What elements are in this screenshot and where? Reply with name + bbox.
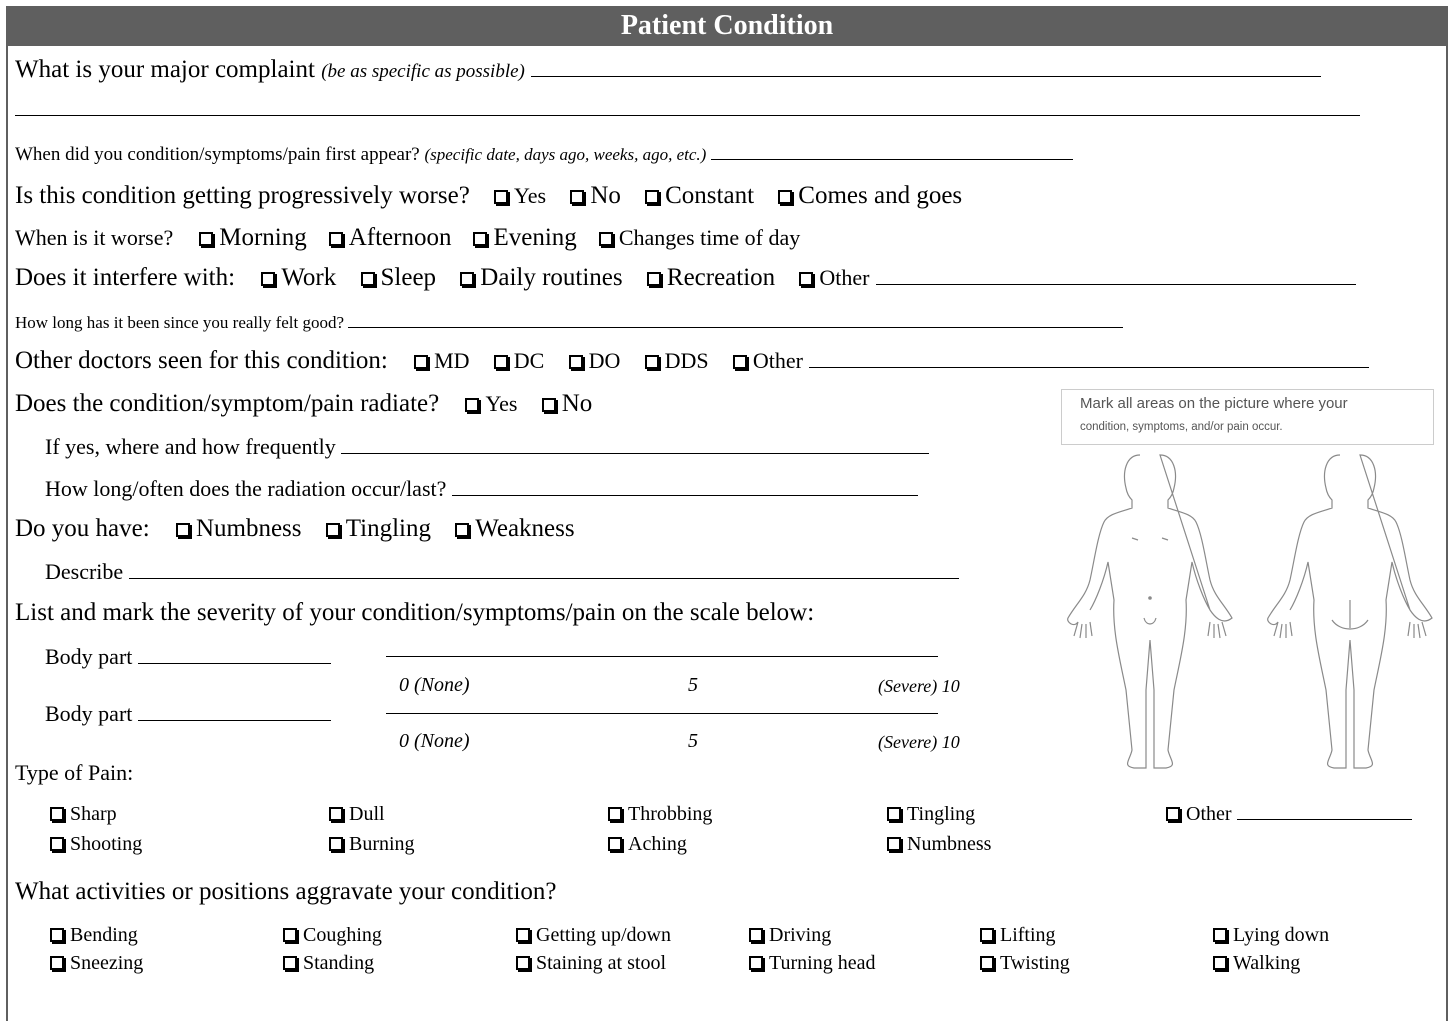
progression-constant-checkbox[interactable]: Constant (645, 182, 754, 209)
scale-max-label-2: (Severe) 10 (878, 732, 960, 752)
onset-label: When did you condition/symptoms/pain first appear? (15, 144, 420, 165)
activity-lifting-checkbox[interactable]: Lifting (980, 924, 1056, 947)
felt-good-row (15, 313, 1123, 333)
radiate-label: Does the condition/symptom/pain radiate? (15, 390, 440, 417)
radiate-duration-row (45, 476, 918, 502)
symptoms-row (15, 515, 575, 543)
progression-label: Is this condition getting progressively worse? (15, 182, 470, 209)
activity-standing-checkbox[interactable]: Standing (283, 952, 374, 975)
radiate-where-field[interactable] (341, 452, 929, 454)
worse-afternoon-checkbox[interactable]: Afternoon (329, 224, 452, 251)
other-doctors-label: Other doctors seen for this condition: (15, 347, 388, 374)
pain-shooting-checkbox[interactable]: Shooting (50, 833, 142, 856)
pain-other-field[interactable] (1237, 818, 1412, 820)
radiate-row (15, 390, 592, 418)
pain-type-label: Type of Pain: (15, 760, 134, 785)
major-complaint-field[interactable] (531, 75, 1321, 77)
severity-scale-line-1[interactable] (386, 655, 938, 657)
body-back-figure[interactable] (1268, 455, 1432, 768)
activities-label: What activities or positions aggravate your condition? (15, 878, 557, 905)
describe-field[interactable] (129, 577, 959, 579)
body-part-label-1: Body part (45, 644, 133, 669)
body-diagram-instructions (1061, 389, 1434, 445)
interfere-sleep-checkbox[interactable]: Sleep (361, 264, 437, 291)
activity-getting-up-checkbox[interactable]: Getting up/down (516, 924, 671, 947)
weakness-checkbox[interactable]: Weakness (455, 515, 574, 542)
scale-mid-label-2: 5 (688, 730, 698, 752)
activity-coughing-checkbox[interactable]: Coughing (283, 924, 382, 947)
progression-yes-checkbox[interactable]: Yes (494, 182, 546, 209)
tingling-checkbox[interactable]: Tingling (326, 515, 431, 542)
instruction-line-2: condition, symptoms, and/or pain occur. (1080, 421, 1283, 433)
major-complaint-row-2 (15, 103, 1360, 121)
severity-scale-1[interactable] (386, 644, 938, 662)
activity-bending-checkbox[interactable]: Bending (50, 924, 138, 947)
pain-sharp-checkbox[interactable]: Sharp (50, 803, 117, 826)
severity-scale-2[interactable] (386, 701, 938, 719)
radiate-duration-label: How long/often does the radiation occur/last? (45, 476, 447, 501)
other-doctors-row (15, 347, 1369, 375)
major-complaint-row (15, 56, 1321, 84)
worse-changes-checkbox[interactable]: Changes time of day (599, 225, 800, 250)
progression-comes-goes-checkbox[interactable]: Comes and goes (778, 182, 962, 209)
interfere-other-checkbox[interactable]: Other (799, 265, 869, 290)
doctor-do-checkbox[interactable]: DO (569, 348, 621, 373)
worse-time-label: When is it worse? (15, 225, 174, 250)
onset-hint: (specific date, days ago, weeks, ago, etc.) (424, 145, 707, 164)
radiate-where-label: If yes, where and how frequently (45, 434, 336, 459)
interfere-other-field[interactable] (876, 283, 1356, 285)
pain-tingling-checkbox[interactable]: Tingling (887, 803, 975, 826)
activity-straining-checkbox[interactable]: Staining at stool (516, 952, 666, 975)
onset-row (15, 144, 1073, 166)
doctor-dc-checkbox[interactable]: DC (494, 348, 545, 373)
pain-other-checkbox[interactable]: Other (1166, 803, 1412, 826)
pain-burning-checkbox[interactable]: Burning (329, 833, 415, 856)
body-diagram[interactable] (1060, 450, 1440, 780)
doctor-md-checkbox[interactable]: MD (414, 348, 469, 373)
body-part-field-1[interactable] (138, 662, 331, 664)
progression-row (15, 182, 962, 210)
scale-mid-label-1: 5 (688, 674, 698, 696)
symptoms-label: Do you have: (15, 515, 150, 542)
doctor-other-checkbox[interactable]: Other (733, 348, 803, 373)
radiate-where-row (45, 434, 929, 460)
interfere-daily-checkbox[interactable]: Daily routines (460, 264, 622, 291)
scale-max-label-1: (Severe) 10 (878, 676, 960, 696)
activity-walking-checkbox[interactable]: Walking (1213, 952, 1300, 975)
body-part-row-2 (45, 701, 331, 727)
doctor-dds-checkbox[interactable]: DDS (645, 348, 709, 373)
felt-good-field[interactable] (348, 326, 1123, 328)
page-title: Patient Condition (6, 6, 1448, 46)
major-complaint-label: What is your major complaint (15, 56, 315, 83)
describe-row (45, 559, 959, 585)
body-part-field-2[interactable] (138, 719, 331, 721)
radiate-no-checkbox[interactable]: No (542, 390, 593, 417)
activity-turning-head-checkbox[interactable]: Turning head (749, 952, 875, 975)
onset-field[interactable] (711, 158, 1073, 160)
radiate-yes-checkbox[interactable]: Yes (465, 391, 517, 416)
radiate-duration-field[interactable] (452, 494, 918, 496)
severity-label: List and mark the severity of your condition/symptoms/pain on the scale below: (15, 599, 815, 626)
pain-dull-checkbox[interactable]: Dull (329, 803, 385, 826)
doctor-other-field[interactable] (809, 366, 1369, 368)
pain-aching-checkbox[interactable]: Aching (608, 833, 687, 856)
activity-driving-checkbox[interactable]: Driving (749, 924, 831, 947)
interfere-label: Does it interfere with: (15, 264, 236, 291)
progression-no-checkbox[interactable]: No (570, 182, 621, 209)
pain-throbbing-checkbox[interactable]: Throbbing (608, 803, 712, 826)
instruction-line-1: Mark all areas on the picture where your (1080, 395, 1348, 412)
major-complaint-field-2[interactable] (15, 114, 1360, 116)
felt-good-label: How long has it been since you really felt good? (15, 313, 345, 332)
activity-lying-down-checkbox[interactable]: Lying down (1213, 924, 1329, 947)
scale-min-label-2: 0 (None) (399, 730, 470, 752)
activity-sneezing-checkbox[interactable]: Sneezing (50, 952, 143, 975)
numbness-checkbox[interactable]: Numbness (176, 515, 302, 542)
body-part-label-2: Body part (45, 701, 133, 726)
interfere-work-checkbox[interactable]: Work (261, 264, 336, 291)
scale-min-label-1: 0 (None) (399, 674, 470, 696)
major-complaint-hint: (be as specific as possible) (321, 61, 525, 82)
worse-morning-checkbox[interactable]: Morning (199, 224, 307, 251)
interfere-row (15, 264, 1356, 292)
worse-evening-checkbox[interactable]: Evening (473, 224, 576, 251)
severity-scale-line-2[interactable] (386, 712, 938, 714)
body-part-row-1 (45, 644, 331, 670)
describe-label: Describe (45, 559, 124, 584)
body-front-figure[interactable] (1068, 455, 1232, 768)
activity-twisting-checkbox[interactable]: Twisting (980, 952, 1070, 975)
pain-numbness-checkbox[interactable]: Numbness (887, 833, 991, 856)
interfere-recreation-checkbox[interactable]: Recreation (647, 264, 775, 291)
worse-time-row (15, 224, 800, 252)
